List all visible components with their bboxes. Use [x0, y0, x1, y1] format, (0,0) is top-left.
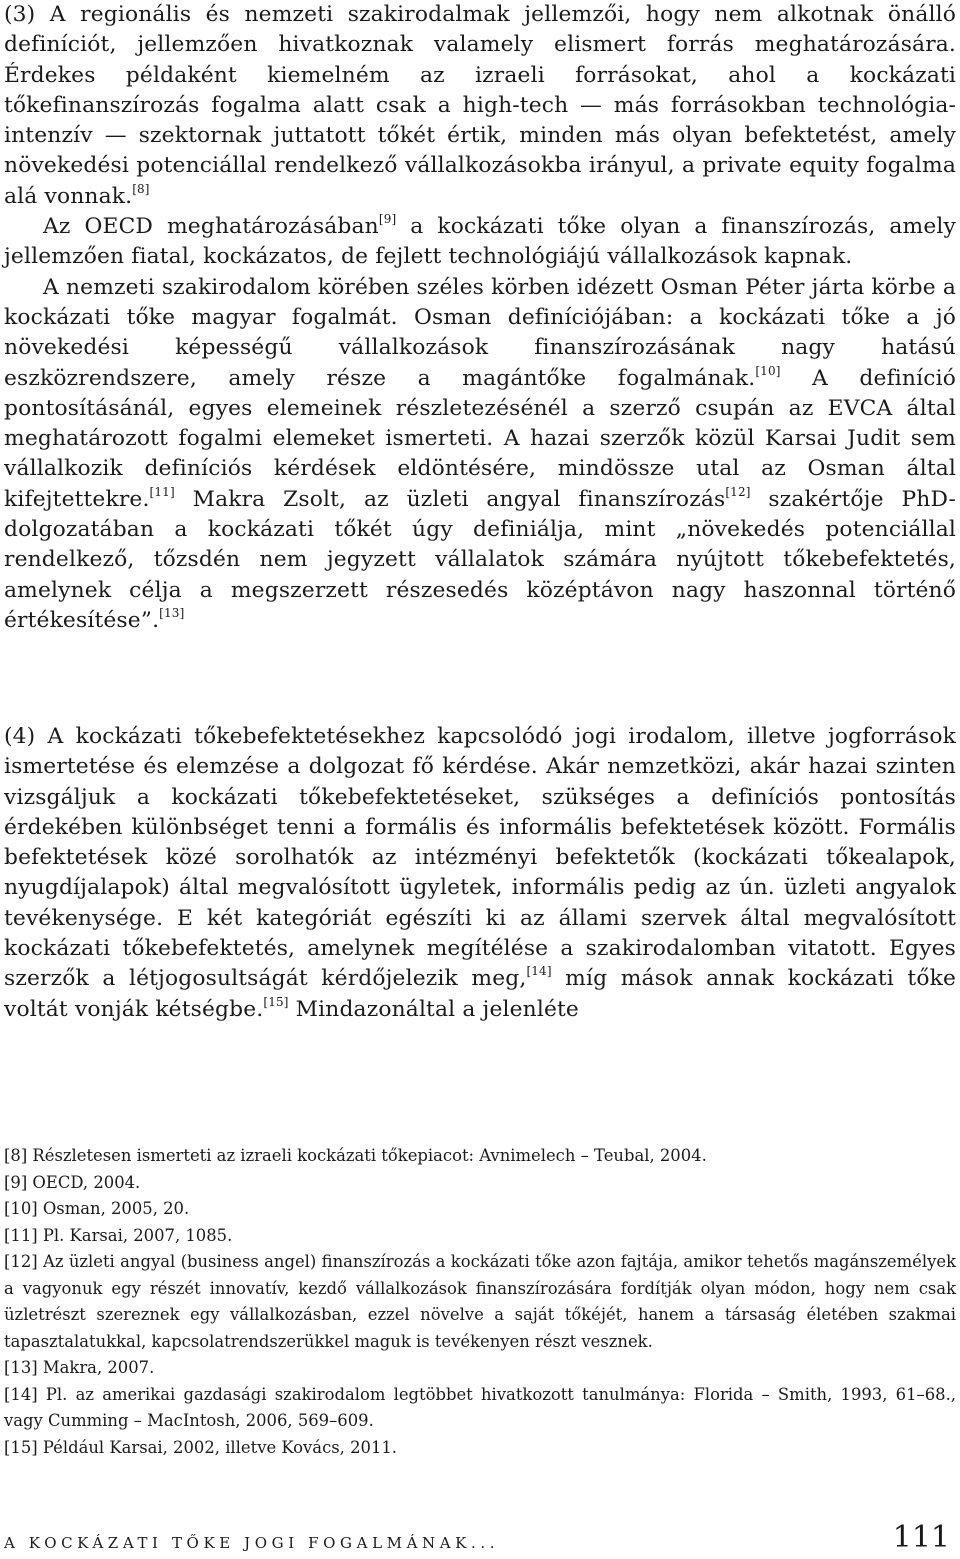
footnote-marker[interactable]: [9]	[378, 211, 397, 226]
footnote-marker[interactable]: [14]	[526, 964, 552, 979]
text-run: Makra Zsolt, az üzleti angyal finanszírozás	[174, 486, 726, 512]
footnote-9: [9] OECD, 2004.	[4, 1172, 141, 1192]
footnote-14: [14] Pl. az amerikai gazdasági szakirodalom legtöbbet hivatkozott tanulmánya: Florida – Smith, 1993, 61–68., vagy Cumming – MacIntosh, 2006, 569–609.	[4, 1384, 956, 1430]
footnote-12: [12] Az üzleti angyal (business angel) finanszírozás a kockázati tőke azon fajtája, amikor tehetős magánszemélyek a vagyonuk egy részét innovatív, kezdő vállalkozások finanszírozására fordítják olyan módon, hogy nem csak üzletrészt szereznek egy vállalkozásban, ezzel növelve a saját tőkéjét, hanem a társaság életében szakmai tapasztalatukkal, kapcsolatrendszerükkel maguk is tevékenyen részt vesznek.	[4, 1252, 956, 1351]
page-number: 111	[892, 1520, 950, 1555]
text-run: A nemzeti szakirodalom körében széles körben idézett Osman Péter járta körbe a kockázati tőke magyar fogalmát. Osman definíciójában: a kockázati tőke a jó növekedési képességű vállalkozások finanszírozásának nagy hatású eszközrendszere, amely része a magántőke fogalmának.	[4, 274, 956, 391]
text-run: szakértője PhD-dolgozatában a kockázati tőkét úgy definiálja, mint „növekedés potenciállal rendelkező, tőzsdén nem jegyzett vállalatok számára nyújtott tőkebefektetés, amelynek célja a megszerzett részesedés középtávon nagy haszonnal történő értékesítése”.	[4, 486, 956, 633]
text-run: a kockázati tőke olyan a finanszírozás, amely jellemzően fiatal, kockázatos, de fejlett technológiájú vállalkozások kapnak.	[4, 214, 956, 270]
text-run: Mindazonáltal a jelenléte	[288, 996, 579, 1022]
text-run: (3) A regionális és nemzeti szakirodalmak jellemzői, hogy nem alkotnak önálló definíciót, jellemzően hivatkoznak valamely elismert forrás meghatározására. Érdekes példaként kiemelném az izraeli forrásokat, ahol a kockázati tőkefinanszírozás fogalma alatt csak a high-tech — más forrásokban technológia-intenzív — szektornak juttatott tőkét értik, minden más olyan befektetést, amely növekedési potenciállal rendelkező vállalkozásokba irányul, a private equity fogalma alá vonnak.	[4, 2, 956, 209]
paragraph-4	[4, 722, 956, 1025]
paragraph-line	[4, 724, 956, 1022]
paragraph-line	[4, 275, 956, 633]
page-footer	[4, 1520, 956, 1556]
footnote-marker[interactable]: [8]	[132, 181, 150, 196]
text-run: (4) A kockázati tőkebefektetésekhez kapcsolódó jogi irodalom, illetve jogforrások ismertetése és elemzése a dolgozat fő kérdése. Akár nemzetközi, akár hazai szinten vizsgáljuk a kockázati tőkebefektetéseket, szükséges a definíciós pontosítás érdekében különbséget tenni a formális és informális befektetések között. Formális befektetések közé sorolhatók az intézményi befektetők (kockázati tőkealapok, nyugdíjalapok) által megvalósított ügyletek, informális pedig az ún. üzleti angyalok tevékenysége. E két kategóriát egészíti ki az állami szervek által megvalósított kockázati tőkebefektetés, amelynek megítélése a szakirodalomban vitatott. Egyes szerzők a létjogosultságát kérdőjelezik meg,	[4, 724, 956, 992]
text-run: míg mások annak kockázati tőke voltát vonják kétségbe.	[4, 966, 957, 1022]
running-title: A KOCKÁZATI TŐKE JOGI FOGALMÁNAK...	[4, 1534, 500, 1552]
text-run: Az OECD meghatározásában	[43, 214, 379, 240]
footnote-15: [15] Például Karsai, 2002, illetve Kovács, 2011.	[4, 1437, 398, 1457]
footnote-11: [11] Pl. Karsai, 2007, 1085.	[4, 1225, 233, 1245]
footnote-marker[interactable]: [13]	[159, 605, 185, 620]
footnote-marker[interactable]: [10]	[755, 363, 781, 378]
paragraph-line	[4, 211, 956, 270]
paragraph-3	[4, 0, 956, 636]
footnote-10: [10] Osman, 2005, 20.	[4, 1199, 190, 1218]
footnote-8: [8] Részletesen ismerteti az izraeli kockázati tőkepiacot: Avnimelech – Teubal, 2004.	[4, 1146, 707, 1165]
text-run: A definíció pontosításánál, egyes elemeinek részletezésénél a szerző csupán az EVCA által meghatározott fogalmi elemeket ismerteti. A hazai szerzők közül Karsai Judit sem vállalkozik definíciós kérdések eldöntésére, mindössze utal az Osman által kifejtettekre.	[4, 365, 956, 512]
footnotes-section	[4, 1143, 956, 1461]
paragraph-line	[4, 2, 956, 209]
footnote-marker[interactable]: [12]	[725, 484, 751, 499]
footnote-marker[interactable]: [11]	[149, 484, 175, 499]
footnote-13: [13] Makra, 2007.	[4, 1358, 155, 1377]
footnote-marker[interactable]: [15]	[263, 994, 289, 1009]
